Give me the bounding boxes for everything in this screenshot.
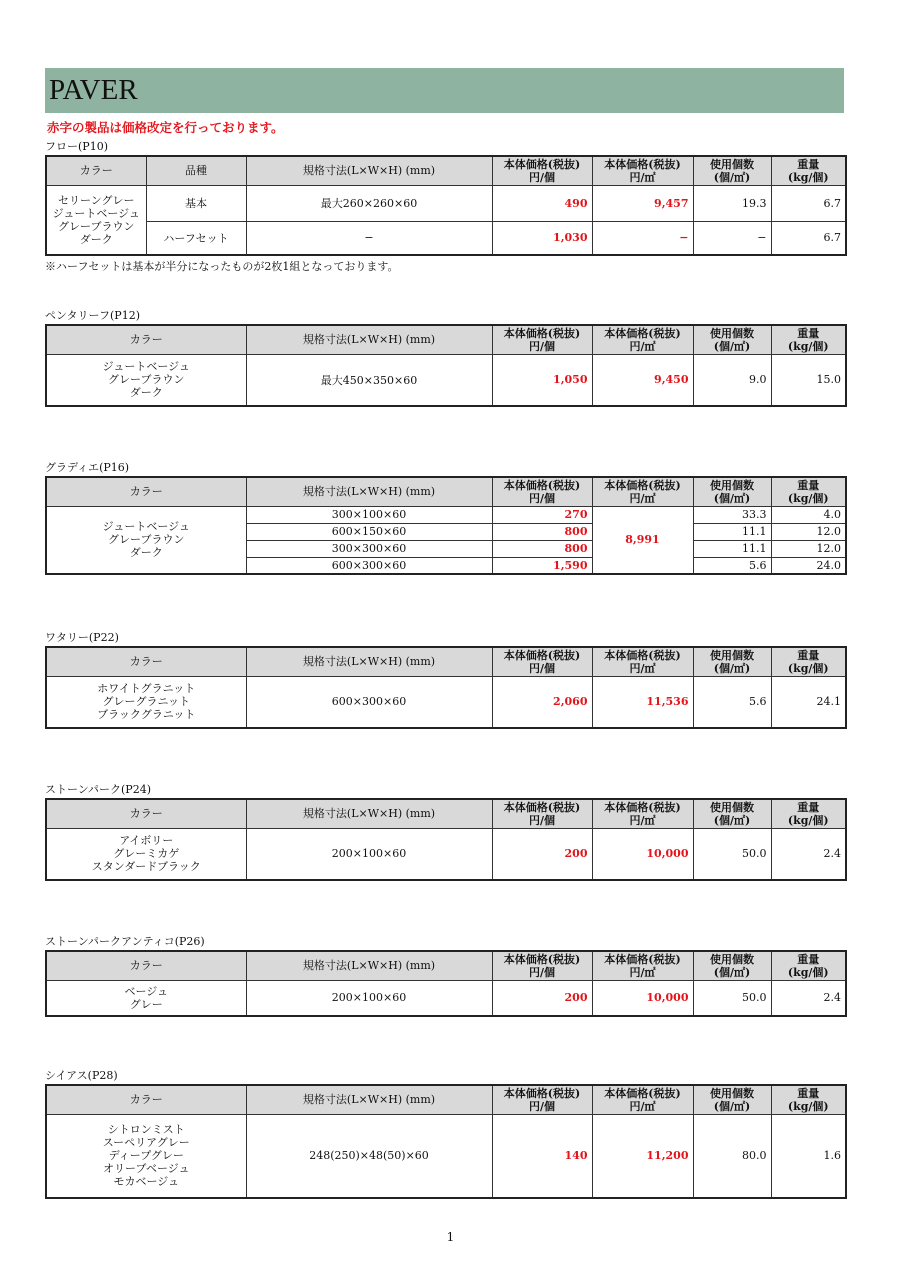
header-weight: 重量 (kg/個) [771,156,846,185]
weight-cell: 6.7 [771,221,846,255]
price-unit-cell: 140 [492,1114,592,1198]
header-price-area: 本体価格(税抜) 円/㎡ [592,156,693,185]
header-color: カラー [46,1085,246,1114]
price-area-cell: 11,200 [592,1114,693,1198]
section-title: ペンタリーフ(P12) [45,309,140,322]
usage-cell: 11.1 [693,523,771,540]
page-title: PAVER [49,74,138,106]
price-unit-cell: 800 [492,540,592,557]
header-color: カラー [46,799,246,828]
weight-cell: 15.0 [771,354,846,406]
color-list: シトロンミスト スーペリアグレー ディープグレー オリーブベージュ モカベージュ [46,1114,246,1198]
price-unit-cell: 1,050 [492,354,592,406]
usage-cell: 33.3 [693,506,771,523]
header-weight: 重量 (kg/個) [771,477,846,506]
color-list: アイボリー グレーミカゲ スタンダードブラック [46,828,246,880]
weight-cell: 24.1 [771,676,846,728]
section-title: ストーンパーク(P24) [45,783,151,796]
size-cell: 300×300×60 [246,540,492,557]
header-price-unit: 本体価格(税抜) 円/個 [492,647,592,676]
header-kind: 品種 [146,156,246,185]
header-price-area: 本体価格(税抜) 円/㎡ [592,1085,693,1114]
size-cell: 最大450×350×60 [246,354,492,406]
section-pentaleaf [45,308,845,407]
weight-cell: 2.4 [771,828,846,880]
weight-cell: 1.6 [771,1114,846,1198]
header-price-unit: 本体価格(税抜) 円/個 [492,1085,592,1114]
section-title: ストーンパークアンティコ(P26) [45,935,205,948]
table-row [46,1114,846,1198]
section-title: ワタリー(P22) [45,631,119,644]
price-unit-cell: 1,030 [492,221,592,255]
section-flow [45,139,845,274]
header-weight: 重量 (kg/個) [771,325,846,354]
header-price-area: 本体価格(税抜) 円/㎡ [592,951,693,980]
weight-cell: 4.0 [771,506,846,523]
usage-cell: 50.0 [693,980,771,1016]
header-weight: 重量 (kg/個) [771,647,846,676]
product-table [45,155,847,256]
color-list: ジュートベージュ グレーブラウン ダーク [46,354,246,406]
section-title: フロー(P10) [45,140,108,153]
price-unit-cell: 200 [492,980,592,1016]
footnote: ※ハーフセットは基本が半分になったものが2枚1組となっております。 [45,260,399,273]
price-area-cell: 11,536 [592,676,693,728]
price-unit-cell: 1,590 [492,557,592,574]
size-cell: 200×100×60 [246,828,492,880]
table-row [46,980,846,1016]
size-cell: 600×300×60 [246,676,492,728]
header-price-area: 本体価格(税抜) 円/㎡ [592,799,693,828]
header-usage: 使用個数 (個/㎡) [693,1085,771,1114]
weight-cell: 6.7 [771,185,846,221]
color-list: ホワイトグラニット グレーグラニット ブラックグラニット [46,676,246,728]
price-area-cell: 9,457 [592,185,693,221]
header-usage: 使用個数 (個/㎡) [693,477,771,506]
header-size: 規格寸法(L×W×H) (mm) [246,325,492,354]
price-unit-cell: 490 [492,185,592,221]
title-banner [45,68,844,113]
product-table [45,1084,847,1199]
usage-cell: 9.0 [693,354,771,406]
page-number: 1 [446,1230,455,1244]
header-weight: 重量 (kg/個) [771,799,846,828]
table-row [46,828,846,880]
product-table [45,798,847,881]
kind-cell: ハーフセット [146,221,246,255]
color-list: セリーングレー ジュートベージュ グレーブラウン ダーク [46,185,146,255]
table-row [46,354,846,406]
kind-cell: 基本 [146,185,246,221]
usage-cell: 11.1 [693,540,771,557]
header-usage: 使用個数 (個/㎡) [693,951,771,980]
header-price-unit: 本体価格(税抜) 円/個 [492,799,592,828]
price-unit-cell: 270 [492,506,592,523]
section-title: グラディエ(P16) [45,461,130,474]
header-price-unit: 本体価格(税抜) 円/個 [492,477,592,506]
usage-cell: 19.3 [693,185,771,221]
weight-cell: 24.0 [771,557,846,574]
color-list: ベージュ グレー [46,980,246,1016]
header-size: 規格寸法(L×W×H) (mm) [246,647,492,676]
header-color: カラー [46,647,246,676]
header-price-unit: 本体価格(税抜) 円/個 [492,156,592,185]
header-price-area: 本体価格(税抜) 円/㎡ [592,325,693,354]
header-size: 規格寸法(L×W×H) (mm) [246,156,492,185]
table-row [46,221,846,255]
price-area-cell: 8,991 [592,506,693,574]
header-usage: 使用個数 (個/㎡) [693,325,771,354]
product-table [45,324,847,407]
table-row [46,676,846,728]
usage-cell: − [693,221,771,255]
header-price-unit: 本体価格(税抜) 円/個 [492,325,592,354]
size-cell: 600×300×60 [246,557,492,574]
section-shiias [45,1068,845,1199]
size-cell: 248(250)×48(50)×60 [246,1114,492,1198]
header-size: 規格寸法(L×W×H) (mm) [246,799,492,828]
price-unit-cell: 200 [492,828,592,880]
header-price-area: 本体価格(税抜) 円/㎡ [592,647,693,676]
size-cell: 300×100×60 [246,506,492,523]
header-usage: 使用個数 (個/㎡) [693,799,771,828]
product-table [45,646,847,729]
header-color: カラー [46,325,246,354]
size-cell: 200×100×60 [246,980,492,1016]
header-color: カラー [46,951,246,980]
header-weight: 重量 (kg/個) [771,951,846,980]
section-stonepark-antico [45,934,845,1017]
header-price-area: 本体価格(税抜) 円/㎡ [592,477,693,506]
product-table [45,476,847,575]
price-area-cell: 9,450 [592,354,693,406]
usage-cell: 5.6 [693,557,771,574]
color-list: ジュートベージュ グレーブラウン ダーク [46,506,246,574]
usage-cell: 80.0 [693,1114,771,1198]
section-gradie [45,460,845,575]
header-weight: 重量 (kg/個) [771,1085,846,1114]
header-usage: 使用個数 (個/㎡) [693,647,771,676]
weight-cell: 12.0 [771,523,846,540]
section-stonepark [45,782,845,881]
section-watari [45,630,845,729]
weight-cell: 12.0 [771,540,846,557]
header-size: 規格寸法(L×W×H) (mm) [246,477,492,506]
price-unit-cell: 2,060 [492,676,592,728]
header-size: 規格寸法(L×W×H) (mm) [246,951,492,980]
size-cell: 最大260×260×60 [246,185,492,221]
price-area-cell: 10,000 [592,828,693,880]
header-usage: 使用個数 (個/㎡) [693,156,771,185]
usage-cell: 50.0 [693,828,771,880]
header-size: 規格寸法(L×W×H) (mm) [246,1085,492,1114]
price-revision-notice: 赤字の製品は価格改定を行っております。 [47,120,284,135]
product-table [45,950,847,1017]
table-row [46,506,846,523]
size-cell: − [246,221,492,255]
weight-cell: 2.4 [771,980,846,1016]
price-area-cell: − [592,221,693,255]
price-area-cell: 10,000 [592,980,693,1016]
size-cell: 600×150×60 [246,523,492,540]
table-row [46,185,846,221]
usage-cell: 5.6 [693,676,771,728]
header-color: カラー [46,156,146,185]
section-title: シイアス(P28) [45,1069,118,1082]
header-price-unit: 本体価格(税抜) 円/個 [492,951,592,980]
header-color: カラー [46,477,246,506]
price-unit-cell: 800 [492,523,592,540]
